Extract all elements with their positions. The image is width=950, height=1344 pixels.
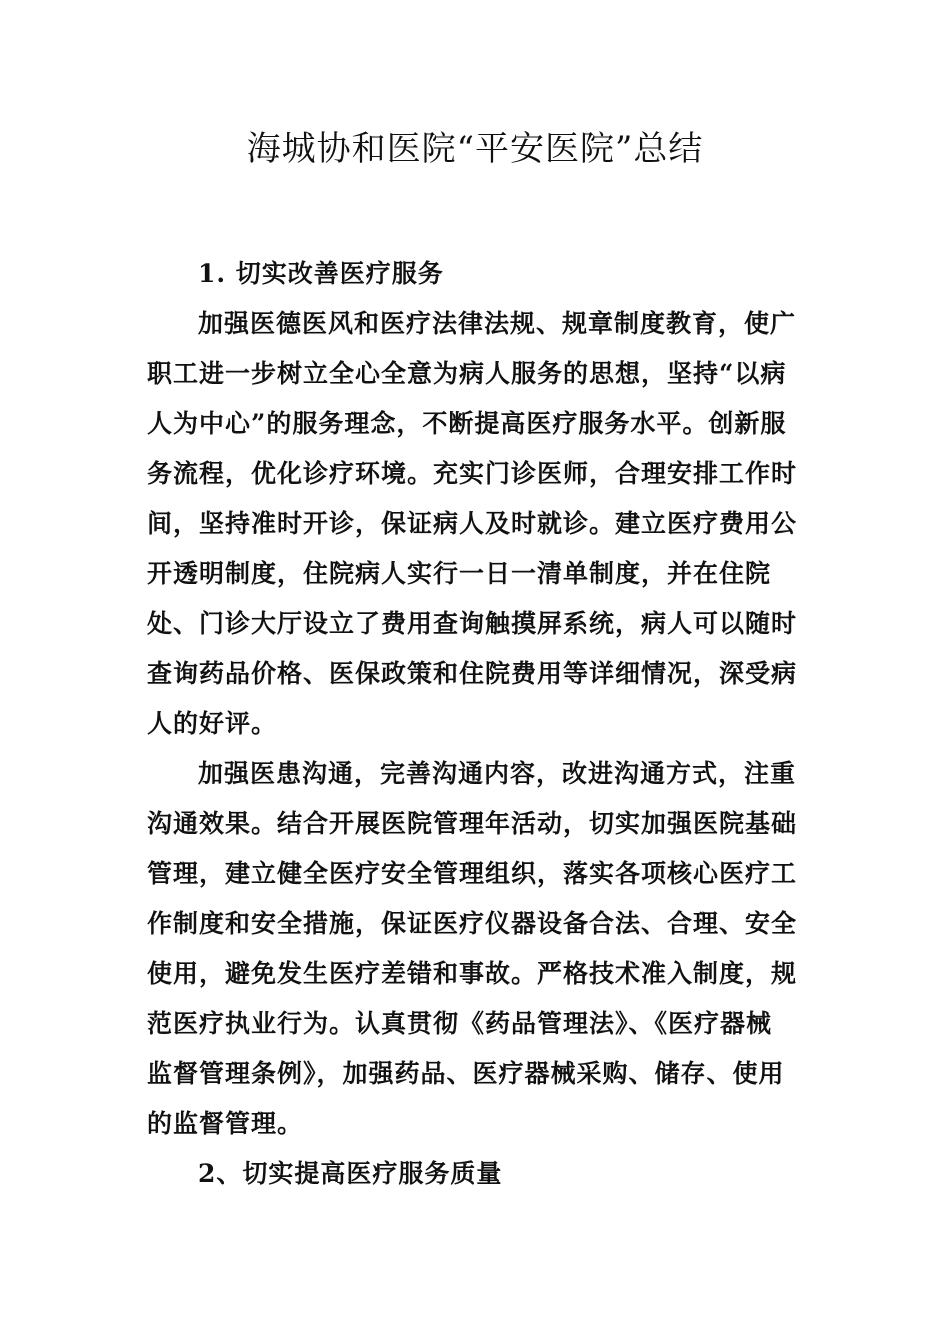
paragraph-line: 加强医德医风和医疗法律法规、规章制度教育，使广: [198, 309, 797, 338]
paragraph-line: 务流程，优化诊疗环境。充实门诊医师，合理安排工作时: [147, 459, 798, 488]
paragraph-line: 加强医患沟通，完善沟通内容，改进沟通方式，注重: [198, 759, 797, 788]
paragraph-line: 查询药品价格、医保政策和住院费用等详细情况，深受病: [147, 659, 798, 688]
paragraph-line: 的监督管理。: [147, 1109, 304, 1138]
document-title: 海城协和医院“平安医院”总结: [246, 129, 704, 169]
section-heading-2: 2、切实提高医疗服务质量: [198, 1159, 503, 1188]
paragraph-line: 人的好评。: [147, 709, 278, 738]
paragraph-line: 间，坚持准时开诊，保证病人及时就诊。建立医疗费用公: [147, 509, 798, 538]
paragraph-line: 范医疗执业行为。认真贯彻《药品管理法》、《医疗器械: [147, 1009, 773, 1038]
paragraph-line: 处、门诊大厅设立了费用查询触摸屏系统，病人可以随时: [147, 609, 798, 638]
paragraph-line: 作制度和安全措施，保证医疗仪器设备合法、合理、安全: [147, 909, 798, 938]
paragraph-line: 沟通效果。结合开展医院管理年活动，切实加强医院基础: [147, 809, 798, 838]
paragraph-line: 管理，建立健全医疗安全管理组织，落实各项核心医疗工: [147, 859, 798, 888]
paragraph-line: 监督管理条例》，加强药品、医疗器械采购、储存、使用: [147, 1059, 785, 1088]
paragraph-line: 使用，避免发生医疗差错和事故。严格技术准入制度，规: [147, 959, 798, 988]
section-heading-1: 1. 切实改善医疗服务: [198, 259, 444, 288]
paragraph-line: 开透明制度，住院病人实行一日一清单制度，并在住院: [147, 559, 772, 588]
paragraph-line: 人为中心”的服务理念，不断提高医疗服务水平。创新服: [147, 409, 787, 438]
paragraph-line: 职工进一步树立全心全意为病人服务的思想，坚持“以病: [147, 359, 787, 388]
